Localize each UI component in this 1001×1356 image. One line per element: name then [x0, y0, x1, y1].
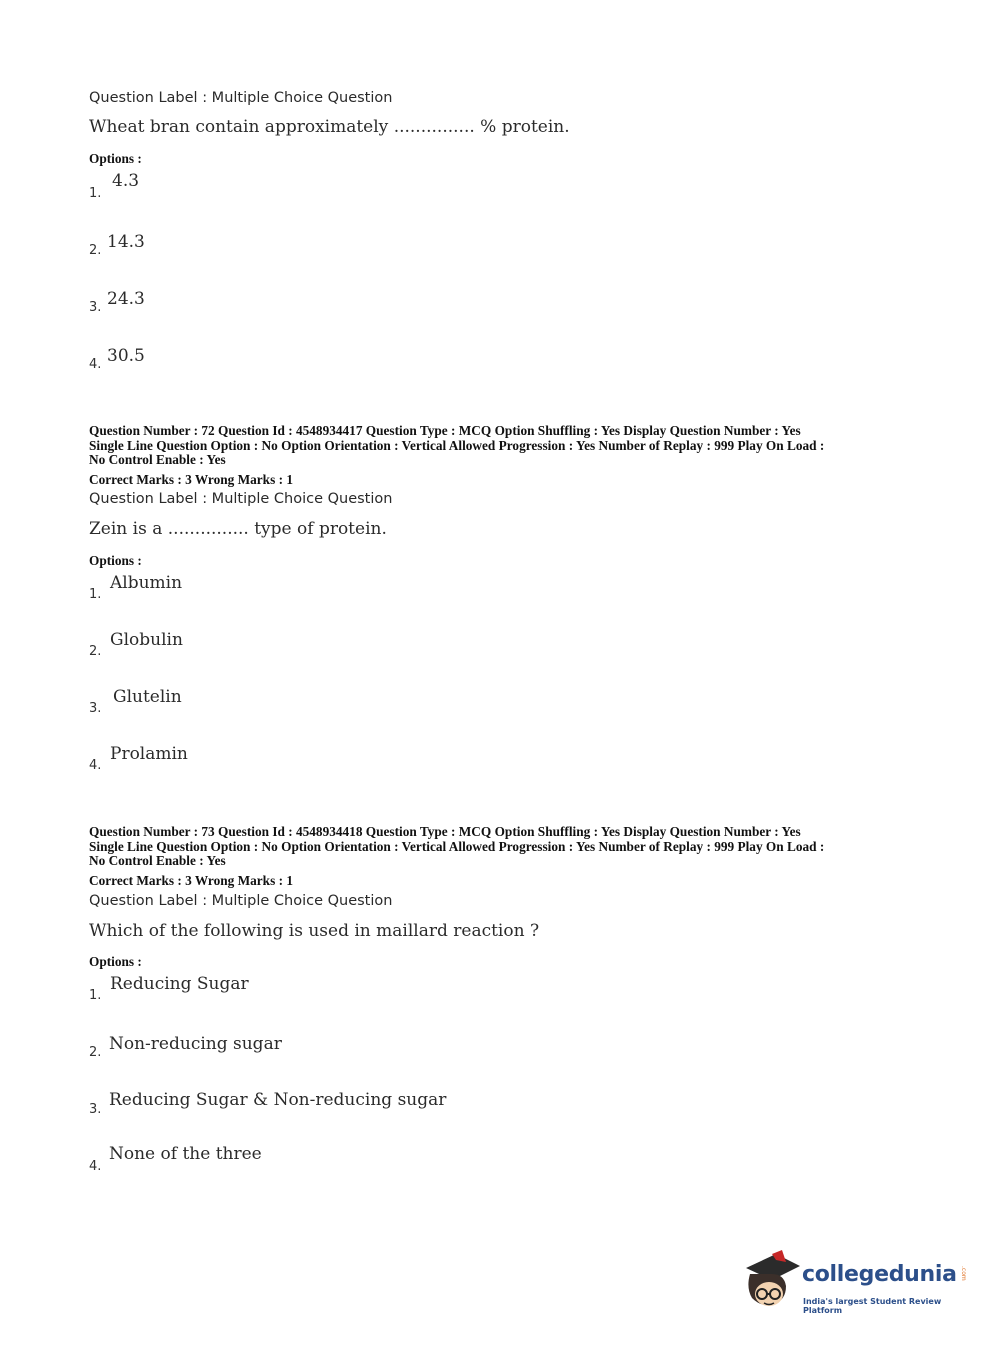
q72-meta-line-2: Single Line Question Option : No Option Orientation : Vertical Allowed Progression : Yes Number of Replay : 999 Play On Load :: [89, 438, 825, 453]
q71-options-heading: Options :: [89, 151, 142, 166]
q71-question-label: Question Label : Multiple Choice Question: [89, 90, 393, 106]
q73-marks: Correct Marks : 3 Wrong Marks : 1: [89, 873, 293, 888]
q71-option-text: 4.3: [112, 171, 140, 191]
q73-option-text: Reducing Sugar & Non-reducing sugar: [109, 1090, 447, 1110]
q72-option-text: Albumin: [110, 573, 183, 593]
q72-option-number: 2.: [89, 644, 102, 659]
q71-option-text: 24.3: [107, 289, 145, 309]
collegedunia-logo: [742, 1248, 972, 1320]
q72-option-number: 4.: [89, 758, 102, 773]
q71-question-text: Wheat bran contain approximately ............... % protein.: [89, 117, 570, 137]
q73-option-text: None of the three: [109, 1144, 262, 1164]
q72-option-number: 3.: [89, 701, 102, 716]
brand-tagline: India's largest Student Review Platform: [803, 1297, 942, 1315]
q73-option-text: Non-reducing sugar: [109, 1034, 282, 1054]
q72-option-text: Prolamin: [110, 744, 188, 764]
q72-option-text: Globulin: [110, 630, 183, 650]
q73-question-label: Question Label : Multiple Choice Question: [89, 893, 393, 909]
q73-question-text: Which of the following is used in maillard reaction ?: [89, 921, 540, 941]
q73-meta-line-2: Single Line Question Option : No Option Orientation : Vertical Allowed Progression : Yes Number of Replay : 999 Play On Load :: [89, 839, 825, 854]
q72-marks: Correct Marks : 3 Wrong Marks : 1: [89, 472, 293, 487]
q71-option-text: 30.5: [107, 346, 145, 366]
q73-option-text: Reducing Sugar: [110, 974, 249, 994]
q72-option-text: Glutelin: [113, 687, 182, 707]
q71-option-text: 14.3: [107, 232, 145, 252]
q73-meta-line-1: Question Number : 73 Question Id : 4548934418 Question Type : MCQ Option Shuffling : Yes Display Question Number : Yes: [89, 824, 801, 839]
q73-option-number: 4.: [89, 1159, 102, 1174]
q73-meta-line-3: No Control Enable : Yes: [89, 853, 226, 868]
q73-option-number: 1.: [89, 988, 102, 1003]
q71-option-number: 4.: [89, 357, 102, 372]
q72-meta-line-1: Question Number : 72 Question Id : 4548934417 Question Type : MCQ Option Shuffling : Yes Display Question Number : Yes: [89, 423, 801, 438]
q71-option-number: 3.: [89, 300, 102, 315]
student-mascot-icon: [742, 1248, 802, 1320]
brand-name: collegedunia: [802, 1262, 957, 1287]
brand-domain: .com: [960, 1266, 967, 1281]
q72-meta-line-3: No Control Enable : Yes: [89, 452, 226, 467]
q71-option-number: 2.: [89, 243, 102, 258]
q73-option-number: 3.: [89, 1102, 102, 1117]
q72-options-heading: Options :: [89, 553, 142, 568]
q73-options-heading: Options :: [89, 954, 142, 969]
q73-option-number: 2.: [89, 1045, 102, 1060]
q72-question-text: Zein is a ............... type of protein.: [89, 519, 387, 539]
q72-question-label: Question Label : Multiple Choice Question: [89, 491, 393, 507]
q72-option-number: 1.: [89, 587, 102, 602]
q71-option-number: 1.: [89, 186, 102, 201]
